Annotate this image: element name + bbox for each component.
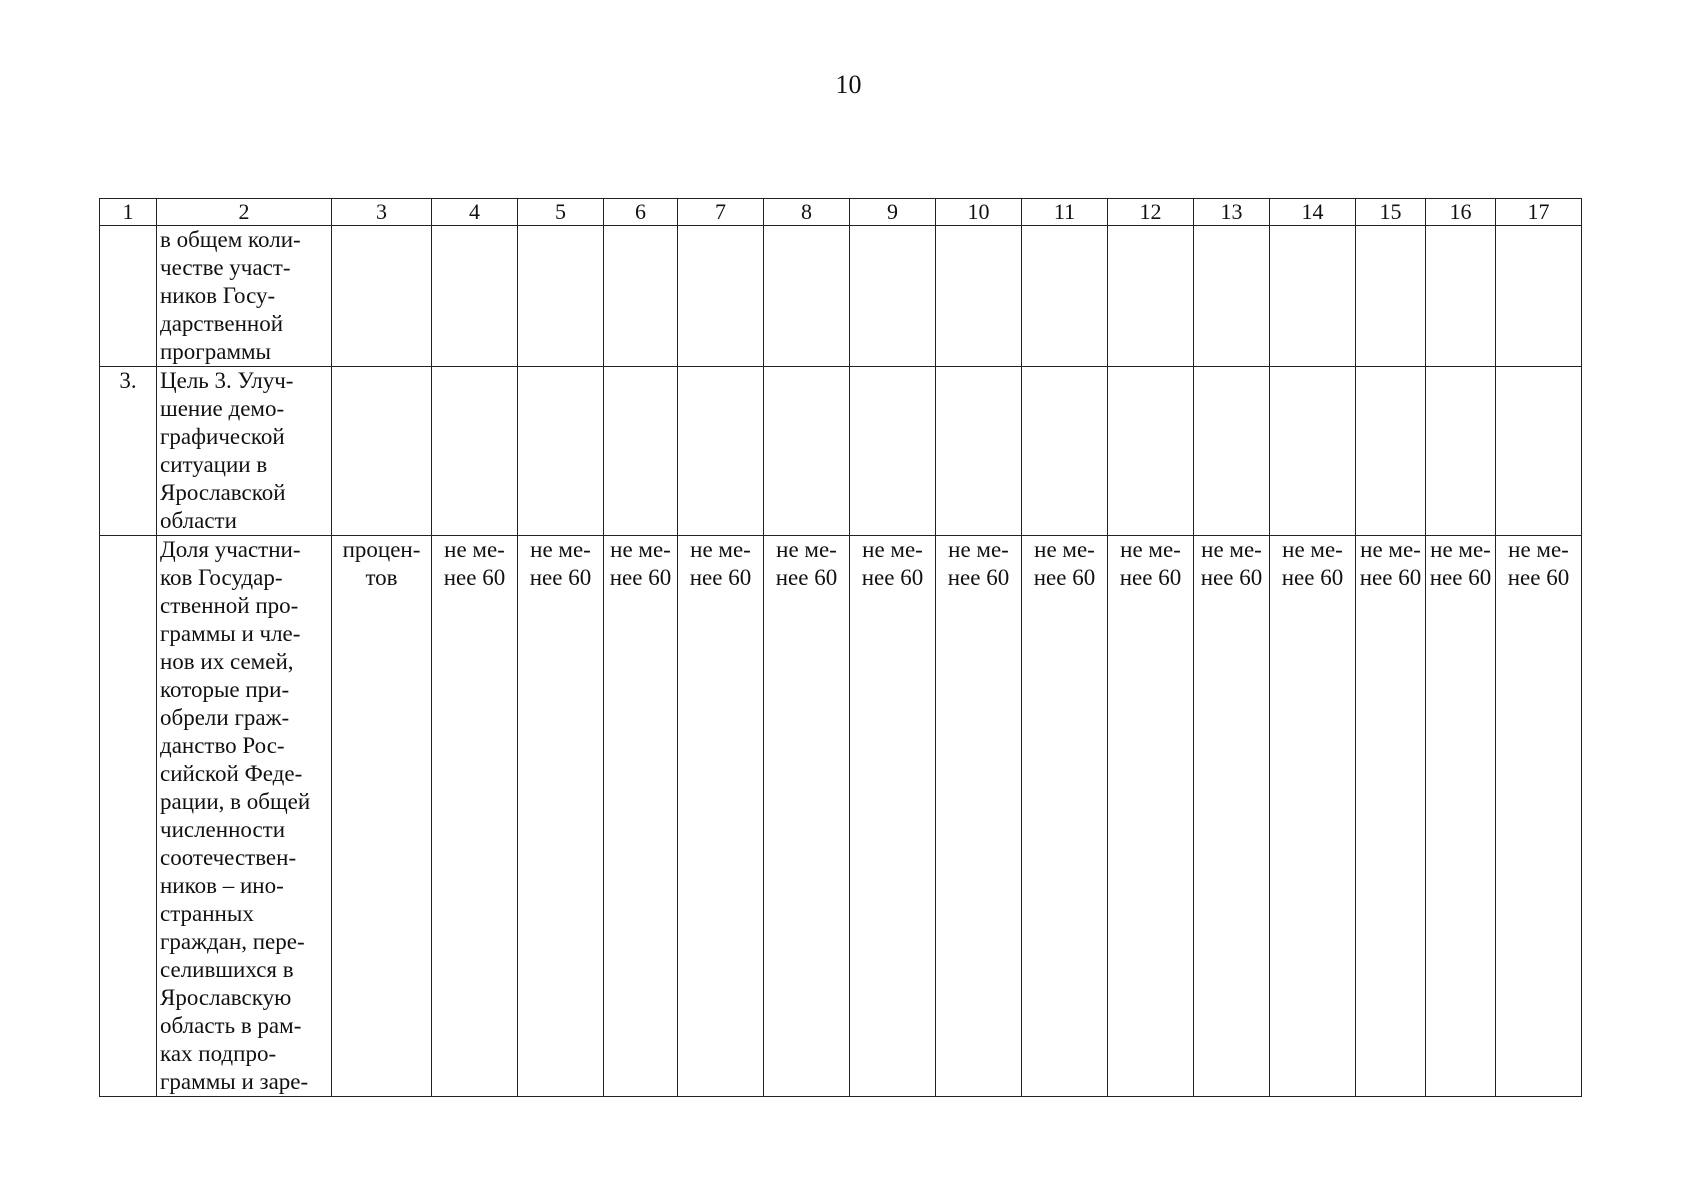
value-cell-col-6 xyxy=(604,226,678,367)
value-cell-col-7 xyxy=(678,226,764,367)
value-cell-col-13 xyxy=(1194,367,1270,536)
value-cell-col-13 xyxy=(1194,226,1270,367)
page-number: 10 xyxy=(835,70,862,99)
value-cell-col-17 xyxy=(1496,367,1582,536)
header-cell-12: 12 xyxy=(1108,199,1194,226)
table-body xyxy=(100,199,1582,1097)
value-cell-col-12 xyxy=(1108,367,1194,536)
value-cell-col-12: не ме- нее 60 xyxy=(1108,536,1194,1097)
indicators-table xyxy=(99,198,1582,1097)
indicator-description-text: Доля участни- ков Государ- ственной про- граммы и чле- нов их семей, которые при- обрели граж- данство Рос- сийской Феде- рации, в общей численности соотечествен- ников – ино- странных граждан, пере- селившихся в Ярославскую область в рам- ках подпро- граммы и заре- xyxy=(160,537,311,1094)
value-cell-col-15 xyxy=(1356,367,1426,536)
header-cell-17: 17 xyxy=(1496,199,1582,226)
value-cell-col-16 xyxy=(1426,367,1496,536)
indicator-description-cell xyxy=(157,536,332,1097)
value-cell-col-16: не ме- нее 60 xyxy=(1426,536,1496,1097)
value-cell-col-5: не ме- нее 60 xyxy=(518,536,604,1097)
header-cell-11: 11 xyxy=(1022,199,1108,226)
value-cell-col-5 xyxy=(518,367,604,536)
value-cell-col-13: не ме- нее 60 xyxy=(1194,536,1270,1097)
header-cell-16: 16 xyxy=(1426,199,1496,226)
header-cell-9: 9 xyxy=(850,199,936,226)
table-row xyxy=(100,226,1582,367)
value-cell-col-8 xyxy=(764,226,850,367)
value-cell-col-15 xyxy=(1356,226,1426,367)
unit-cell xyxy=(332,226,432,367)
value-cell-col-8: не ме- нее 60 xyxy=(764,536,850,1097)
header-cell-3: 3 xyxy=(332,199,432,226)
value-cell-col-11 xyxy=(1022,226,1108,367)
table-row xyxy=(100,536,1582,1097)
value-cell-col-6: не ме- нее 60 xyxy=(604,536,678,1097)
header-cell-6: 6 xyxy=(604,199,678,226)
value-cell-col-14 xyxy=(1270,226,1356,367)
header-cell-5: 5 xyxy=(518,199,604,226)
value-cell-col-4 xyxy=(432,367,518,536)
value-cell-col-12 xyxy=(1108,226,1194,367)
header-cell-1: 1 xyxy=(100,199,157,226)
unit-cell: процен- тов xyxy=(332,536,432,1097)
value-cell-col-4: не ме- нее 60 xyxy=(432,536,518,1097)
header-cell-15: 15 xyxy=(1356,199,1426,226)
indicator-description-text: в общем коли- честве участ- ников Госу- дарственной программы xyxy=(160,227,301,364)
value-cell-col-7: не ме- нее 60 xyxy=(678,536,764,1097)
row-number-cell xyxy=(100,536,157,1097)
header-cell-7: 7 xyxy=(678,199,764,226)
value-cell-col-11: не ме- нее 60 xyxy=(1022,536,1108,1097)
value-cell-col-9 xyxy=(850,367,936,536)
indicator-description-text: Цель 3. Улуч- шение демо- графической ситуации в Ярославской области xyxy=(160,368,294,533)
header-cell-10: 10 xyxy=(936,199,1022,226)
header-cell-2: 2 xyxy=(157,199,332,226)
indicator-description-cell xyxy=(157,226,332,367)
table-header-row xyxy=(100,199,1582,226)
value-cell-col-8 xyxy=(764,367,850,536)
value-cell-col-11 xyxy=(1022,367,1108,536)
header-cell-4: 4 xyxy=(432,199,518,226)
value-cell-col-17 xyxy=(1496,226,1582,367)
table-row xyxy=(100,367,1582,536)
value-cell-col-14: не ме- нее 60 xyxy=(1270,536,1356,1097)
value-cell-col-9 xyxy=(850,226,936,367)
header-cell-14: 14 xyxy=(1270,199,1356,226)
value-cell-col-9: не ме- нее 60 xyxy=(850,536,936,1097)
value-cell-col-15: не ме- нее 60 xyxy=(1356,536,1426,1097)
value-cell-col-6 xyxy=(604,367,678,536)
unit-cell xyxy=(332,367,432,536)
value-cell-col-5 xyxy=(518,226,604,367)
value-cell-col-17: не ме- нее 60 xyxy=(1496,536,1582,1097)
row-number-cell xyxy=(100,226,157,367)
value-cell-col-14 xyxy=(1270,367,1356,536)
header-cell-8: 8 xyxy=(764,199,850,226)
indicator-description-cell xyxy=(157,367,332,536)
value-cell-col-16 xyxy=(1426,226,1496,367)
value-cell-col-10 xyxy=(936,226,1022,367)
value-cell-col-10 xyxy=(936,367,1022,536)
row-number-cell: 3. xyxy=(100,367,157,536)
value-cell-col-4 xyxy=(432,226,518,367)
header-cell-13: 13 xyxy=(1194,199,1270,226)
value-cell-col-7 xyxy=(678,367,764,536)
value-cell-col-10: не ме- нее 60 xyxy=(936,536,1022,1097)
